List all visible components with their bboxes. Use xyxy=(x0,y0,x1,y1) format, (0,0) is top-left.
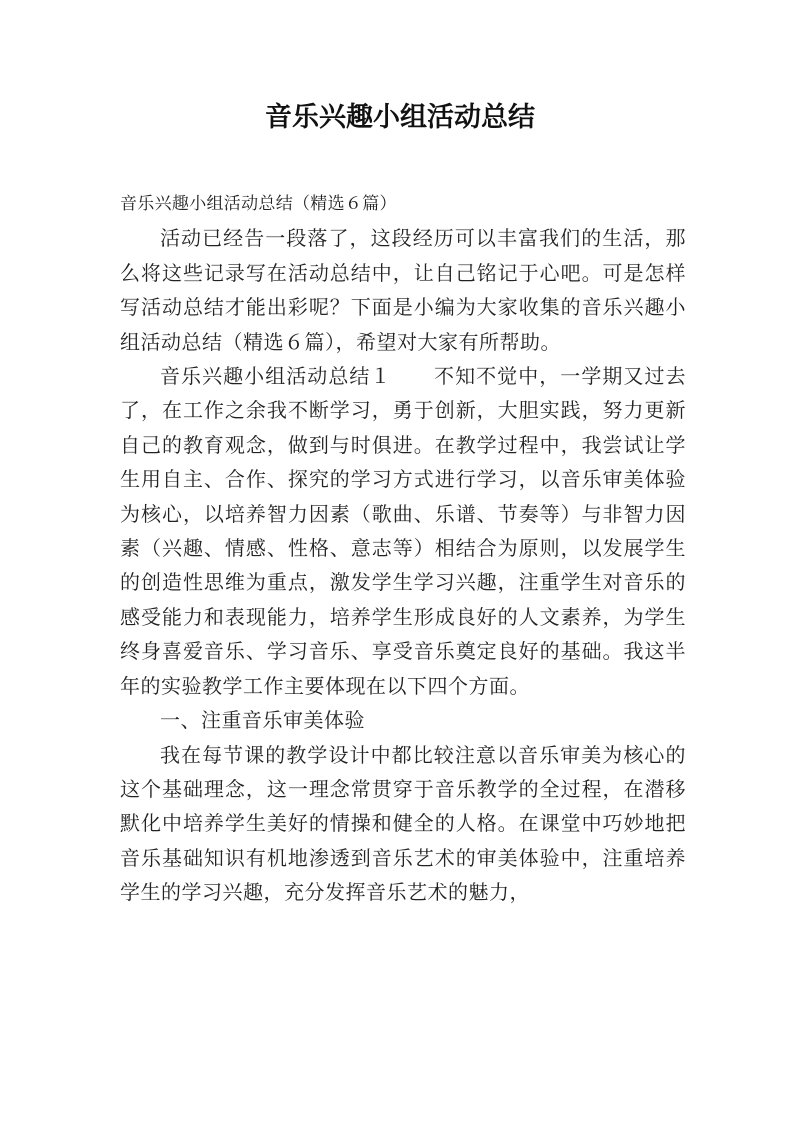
document-body xyxy=(120,187,686,910)
document-subtitle: 音乐兴趣小组活动总结（精选６篇） xyxy=(120,194,397,214)
section-1-heading: 音乐兴趣小组活动总结１ xyxy=(160,364,392,389)
section-1-paragraph xyxy=(120,359,686,703)
point-1-paragraph: 我在每节课的教学设计中都比较注意以音乐审美为核心的这个基础理念，这一理念常贯穿于音乐教学的全过程，在潜移默化中培养学生美好的情操和健全的人格。在课堂中巧妙地把音乐基础知识有机地渗透到音乐艺术的审美体验中，注重培养学生的学习兴趣，充分发挥音乐艺术的魅力， xyxy=(120,742,686,905)
intro-paragraph: 活动已经告一段落了，这段经历可以丰富我们的生活，那么将这些记录写在活动总结中，让自己铭记于心吧。可是怎样写活动总结才能出彩呢？下面是小编为大家收集的音乐兴趣小组活动总结（精选６篇），希望对大家有所帮助。 xyxy=(120,226,686,354)
point-1-heading: 一、注重音乐审美体验 xyxy=(160,708,365,733)
document-title: 音乐兴趣小组活动总结 xyxy=(265,102,535,133)
section-1-text: 不知不觉中，一学期又过去了，在工作之余我不断学习，勇于创新，大胆实践，努力更新自己的教育观念，做到与时俱进。在教学过程中，我尝试让学生用自主、合作、探究的学习方式进行学习，以音乐审美体验为核心，以培养智力因素（歌曲、乐谱、节奏等）与非智力因素（兴趣、情感、性格、意志等）相结合为原则，以发展学生的创造性思维为重点，激发学生学习兴趣，注重学生对音乐的感受能力和表现能力，培养学生形成良好的人文素养，为学生终身喜爱音乐、学习音乐、享受音乐奠定良好的基础。我这半年的实验教学工作主要体现在以下四个方面。 xyxy=(120,364,687,698)
